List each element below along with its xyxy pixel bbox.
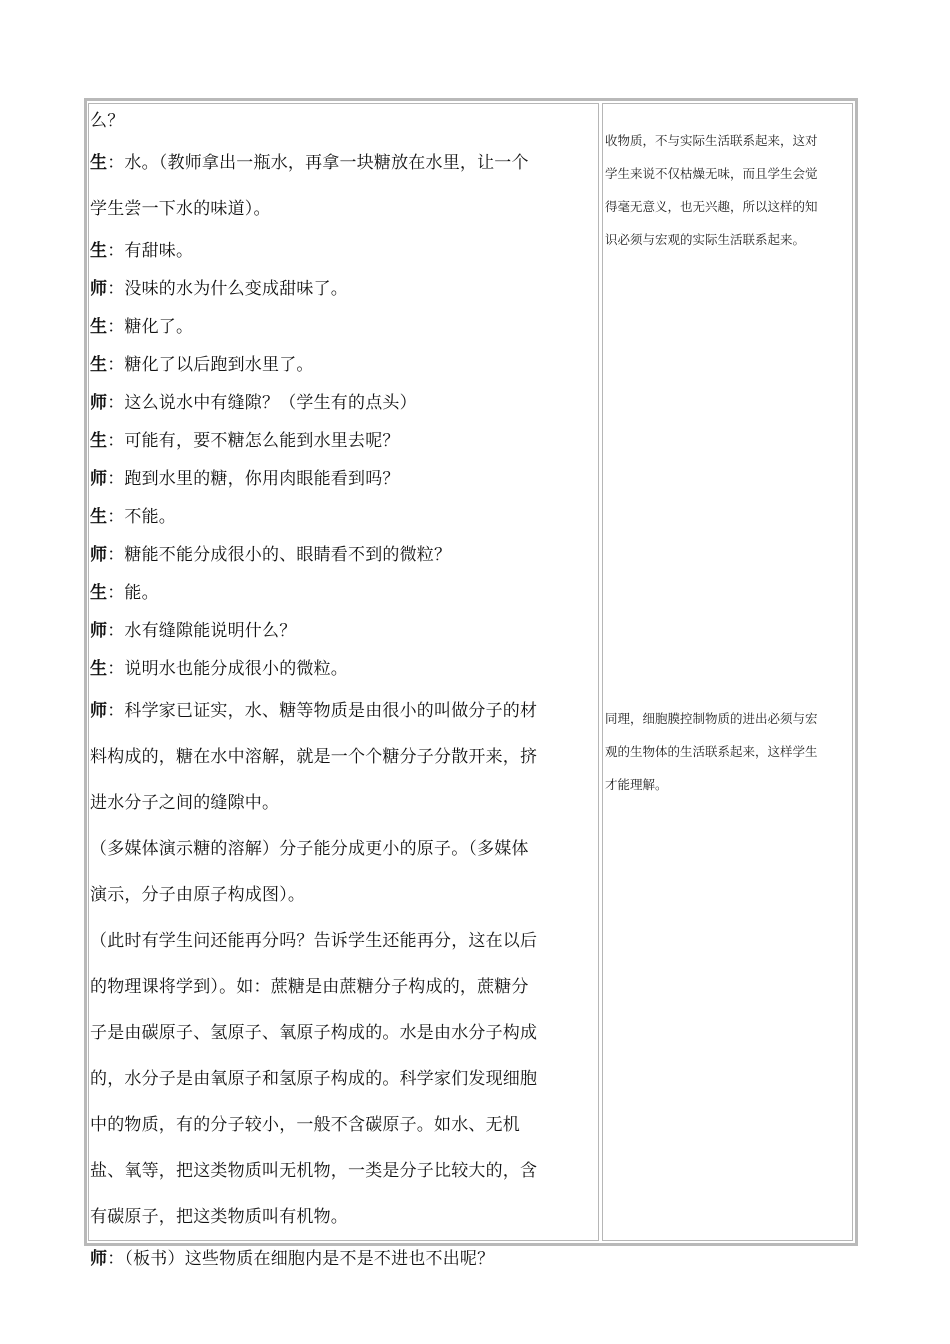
note-line: 观的生物体的生活联系起来，这样学生 — [605, 744, 818, 759]
dialogue-line — [90, 384, 595, 422]
note-line: 才能理解。 — [605, 777, 668, 792]
dialogue-line — [90, 650, 595, 688]
speaker-label: 师 — [90, 279, 108, 299]
dialogue-line — [90, 102, 595, 140]
dialogue-text: ：水。（教师拿出一瓶水，再拿一块糖放在水里，让一个 — [107, 153, 529, 173]
dialogue-line — [90, 422, 595, 460]
commentary-cell — [602, 103, 853, 1241]
dialogue-text: 演示，分子由原子构成图）。 — [90, 885, 306, 905]
dialogue-line — [90, 1056, 595, 1102]
dialogue-text: ：说明水也能分成很小的微粒。 — [107, 659, 349, 679]
dialogue-text: ：有甜味。 — [107, 241, 194, 261]
dialogue-text: （多媒体演示糖的溶解）分子能分成更小的原子。（多媒体 — [90, 839, 529, 859]
dialogue-line — [90, 1194, 595, 1240]
note-line: 同理，细胞膜控制物质的进出必须与宏 — [605, 711, 818, 726]
dialogue-line — [90, 140, 595, 186]
speaker-label: 生 — [90, 153, 108, 173]
note-line: 得毫无意义，也无兴趣，所以这样的知 — [605, 199, 818, 214]
dialogue-text: ：没味的水为什么变成甜味了。 — [107, 279, 349, 299]
speaker-label: 师 — [90, 393, 108, 413]
dialogue-line — [90, 780, 595, 826]
speaker-label: 生 — [90, 317, 108, 337]
dialogue-line — [90, 574, 595, 612]
dialogue-line — [90, 1102, 595, 1148]
dialogue-text: ：可能有，要不糖怎么能到水里去呢？ — [107, 431, 400, 451]
dialogue-line — [90, 346, 595, 384]
speaker-label: 生 — [90, 355, 108, 375]
speaker-label: 生 — [90, 241, 108, 261]
commentary-note-2 — [605, 702, 850, 801]
dialogue-line — [90, 308, 595, 346]
note-line: 收物质，不与实际生活联系起来，这对 — [605, 133, 818, 148]
dialogue-line — [90, 270, 595, 308]
speaker-label: 师 — [90, 1249, 108, 1269]
speaker-label: 师 — [90, 701, 108, 721]
dialogue-text: 学生尝一下水的味道）。 — [90, 199, 271, 219]
speaker-label: 生 — [90, 507, 108, 527]
dialogue-line — [90, 964, 595, 1010]
dialogue-text: ：这么说水中有缝隙？（学生有的点头） — [107, 393, 417, 413]
commentary-note-1 — [605, 124, 850, 256]
dialogue-line — [90, 460, 595, 498]
dialogue-line — [90, 734, 595, 780]
dialogue-line — [90, 918, 595, 964]
dialogue-text: 子是由碳原子、氢原子、氧原子构成的。水是由水分子构成 — [90, 1023, 538, 1043]
dialogue-text: 盐、氧等，把这类物质叫无机物，一类是分子比较大的，含 — [90, 1161, 538, 1181]
dialogue-line — [90, 1010, 595, 1056]
dialogue-text: ：糖化了。 — [107, 317, 194, 337]
dialogue-line — [90, 232, 595, 270]
speaker-label: 生 — [90, 431, 108, 451]
speaker-label: 生 — [90, 659, 108, 679]
speaker-label: 师 — [90, 545, 108, 565]
dialogue-text: 进水分子之间的缝隙中。 — [90, 793, 280, 813]
dialogue-text: （此时有学生问还能再分吗？告诉学生还能再分，这在以后 — [90, 931, 538, 951]
dialogue-line — [90, 536, 595, 574]
dialogue-line — [90, 688, 595, 734]
dialogue-text: 料构成的，糖在水中溶解，就是一个个糖分子分散开来，挤 — [90, 747, 538, 767]
speaker-label: 师 — [90, 621, 108, 641]
dialogue-text: ：跑到水里的糖，你用肉眼能看到吗？ — [107, 469, 400, 489]
dialogue-text: 么？ — [90, 111, 125, 131]
dialogue-line — [90, 1240, 595, 1278]
note-line: 识必须与宏观的实际生活联系起来。 — [605, 232, 806, 247]
dialogue-text: ：（板书）这些物质在细胞内是不是不进也不出呢？ — [107, 1249, 495, 1269]
classroom-dialogue — [90, 102, 595, 1278]
dialogue-line — [90, 186, 595, 232]
dialogue-text: ：糖能不能分成很小的、眼睛看不到的微粒？ — [107, 545, 452, 565]
dialogue-text: 有碳原子，把这类物质叫有机物。 — [90, 1207, 348, 1227]
dialogue-line — [90, 1148, 595, 1194]
dialogue-line — [90, 498, 595, 536]
dialogue-line — [90, 826, 595, 872]
speaker-label: 生 — [90, 583, 108, 603]
dialogue-text: 的物理课将学到）。如：蔗糖是由蔗糖分子构成的，蔗糖分 — [90, 977, 529, 997]
dialogue-text: ：能。 — [107, 583, 159, 603]
dialogue-line — [90, 872, 595, 918]
dialogue-line — [90, 612, 595, 650]
speaker-label: 师 — [90, 469, 108, 489]
dialogue-text: ：糖化了以后跑到水里了。 — [107, 355, 314, 375]
dialogue-text: ：水有缝隙能说明什么？ — [107, 621, 297, 641]
dialogue-text: ：不能。 — [107, 507, 177, 527]
dialogue-text: ：科学家已证实，水、糖等物质是由很小的叫做分子的材 — [107, 701, 538, 721]
note-line: 学生来说不仅枯燥无味，而且学生会觉 — [605, 166, 818, 181]
dialogue-text: 中的物质，有的分子较小，一般不含碳原子。如水、无机 — [90, 1115, 520, 1135]
dialogue-text: 的，水分子是由氧原子和氢原子构成的。科学家们发现细胞 — [90, 1069, 538, 1089]
